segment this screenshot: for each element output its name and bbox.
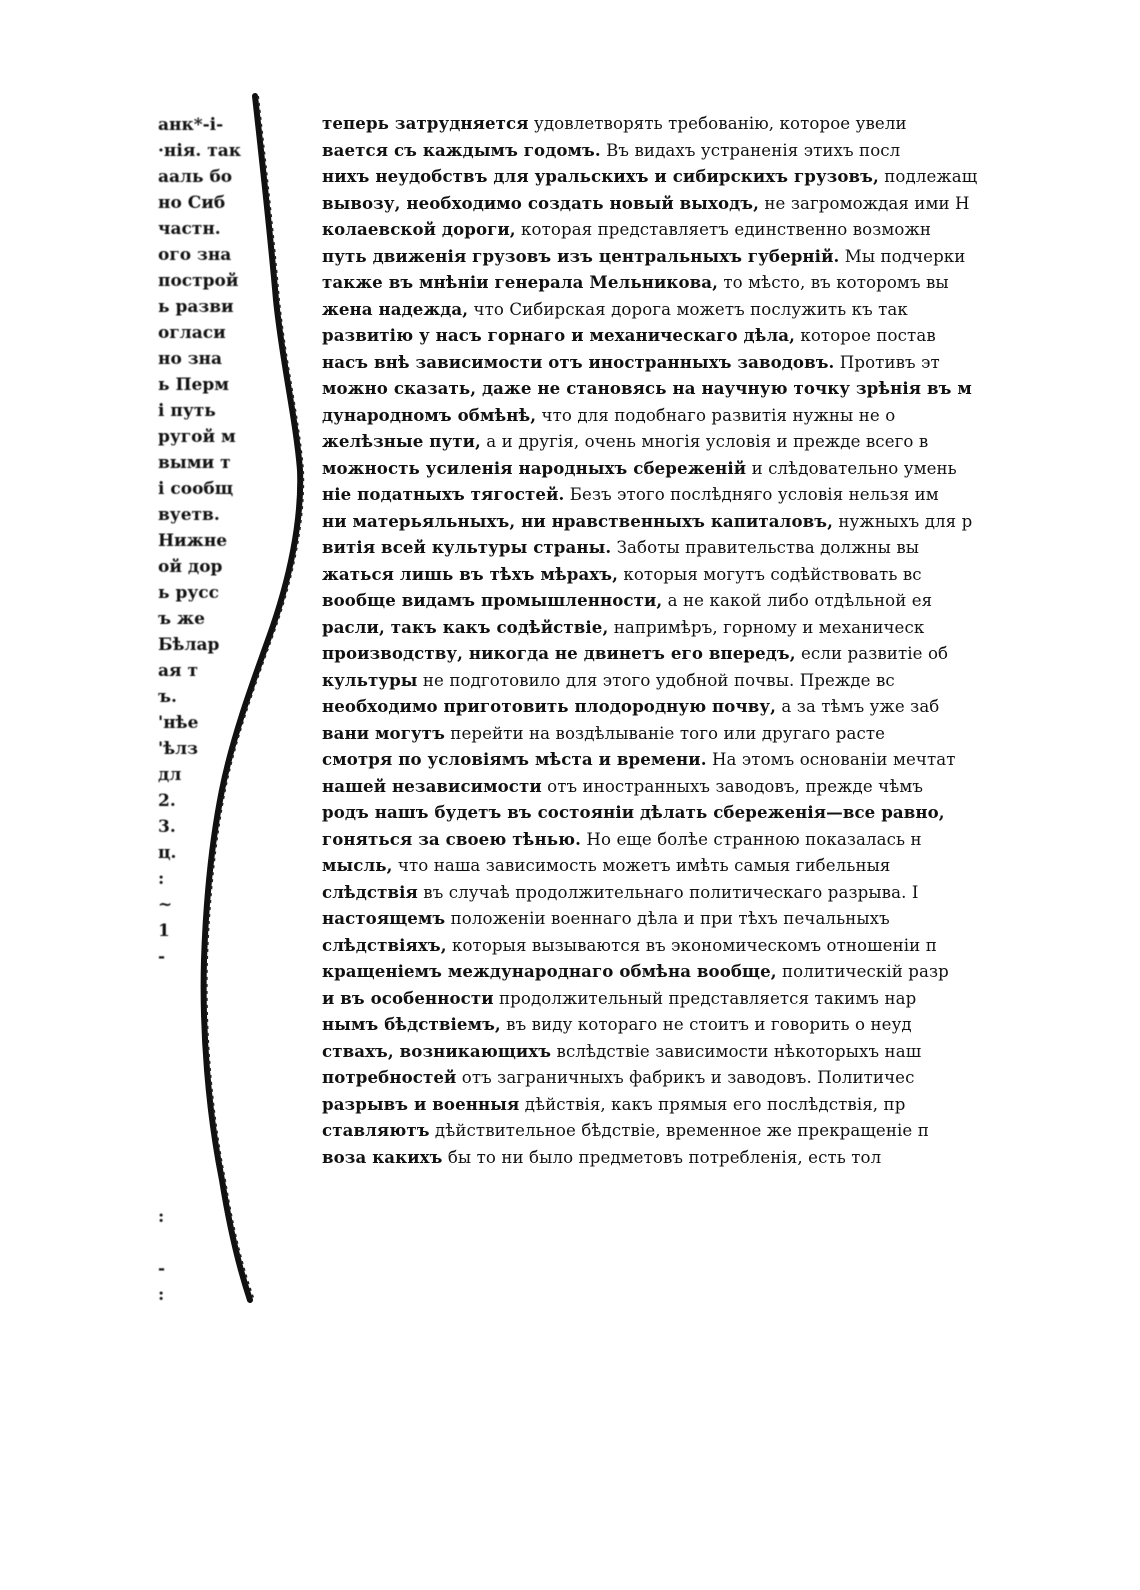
text-line: [322, 1144, 968, 1171]
text-line: [322, 296, 968, 323]
text-line-bold-part: производству, никогда не двинетъ его впередъ,: [322, 643, 796, 663]
text-line-bold-part: жаться лишь въ тѣхъ мѣрахъ,: [322, 563, 618, 584]
fragment-line: [158, 1152, 270, 1178]
text-line-regular-part: Въ видахъ устраненія этихъ посл: [600, 140, 901, 160]
fragment-line: ь Перм: [158, 375, 229, 395]
text-line: [322, 1064, 968, 1091]
text-line-bold-part: развитію у насъ горнаго и механическаго дѣла,: [322, 325, 795, 345]
text-line-bold-part: можность усиленія народныхъ сбереженій: [322, 457, 747, 478]
text-line: [322, 932, 968, 959]
fragment-line: 'ѣлз: [158, 739, 198, 759]
text-line: [322, 269, 968, 296]
text-line-bold-part: и въ особенности: [322, 987, 494, 1008]
fragment-line: і путь: [158, 401, 216, 421]
text-line-regular-part: если развитіе об: [795, 644, 949, 663]
text-line-regular-part: и слѣдовательно умень: [746, 458, 957, 478]
main-text-column: [322, 110, 978, 1230]
text-line-bold-part: нашей независимости: [322, 775, 542, 796]
text-line: [322, 561, 968, 588]
fragment-line: но Сиб: [158, 193, 226, 213]
fragment-line: 'нѣе: [158, 713, 199, 733]
text-line-bold-part: вается съ каждымъ годомъ.: [322, 139, 601, 160]
text-line-regular-part: отъ заграничныхъ фабрикъ и заводовъ. Политичес: [456, 1068, 915, 1087]
fragment-line: ого зна: [158, 245, 232, 265]
text-line-regular-part: Противъ эт: [834, 352, 940, 372]
fragment-line: [158, 1022, 270, 1048]
fragment-line: ц.: [158, 843, 177, 863]
text-line-regular-part: что Сибирская дорога можетъ послужить къ так: [468, 299, 908, 319]
text-line-bold-part: мысль,: [322, 855, 393, 875]
fragment-line: [158, 996, 270, 1022]
text-line: [322, 746, 968, 773]
fragment-line: [158, 1178, 270, 1204]
fragment-line: ааль бо: [158, 167, 233, 187]
fragment-line: ~: [158, 895, 173, 915]
fragment-line: -: [158, 947, 166, 967]
text-line: [322, 693, 968, 720]
text-line-bold-part: культуры: [322, 669, 418, 690]
text-line: [322, 773, 968, 800]
text-line-bold-part: гоняться за своею тѣнью.: [322, 828, 582, 849]
text-line: [322, 402, 968, 429]
text-line-bold-part: расли, такъ какъ содѣйствіе,: [322, 616, 609, 637]
text-line-bold-part: необходимо приготовить плодородную почву,: [322, 696, 776, 716]
text-line-bold-part: насъ внѣ зависимости отъ иностранныхъ заводовъ.: [322, 351, 835, 372]
text-line-bold-part: воза какихъ: [322, 1146, 443, 1167]
text-line-bold-part: путь движенія грузовъ изъ центральныхъ губерній.: [322, 245, 840, 266]
text-line: [322, 985, 968, 1012]
text-line: [322, 534, 968, 561]
fragment-line: частн.: [158, 219, 221, 239]
text-line-regular-part: которое постав: [794, 326, 936, 345]
fragment-line: :: [158, 869, 165, 889]
text-line-bold-part: ставляютъ: [322, 1120, 430, 1140]
text-line: [322, 799, 968, 826]
text-line-regular-part: которая представляетъ единственно возможн: [515, 220, 932, 239]
text-line-bold-part: вывозу, необходимо создать новый выходъ,: [322, 192, 760, 213]
fragment-line: построй: [158, 271, 239, 291]
text-line-bold-part: ни матерьяльныхъ, ни нравственныхъ капиталовъ,: [322, 510, 833, 531]
fragment-line: ь разви: [158, 297, 234, 317]
fragment-line: [158, 1126, 270, 1152]
text-line: [322, 614, 968, 641]
text-line-regular-part: Безъ этого послѣдняго условія нельзя им: [564, 485, 939, 504]
fragment-line: Нижне: [158, 531, 228, 551]
fragment-line: но зна: [158, 349, 223, 369]
fragment-line: 2.: [158, 791, 176, 811]
text-line-bold-part: родъ нашъ будетъ въ состояніи дѣлать сбереженія—все равно,: [322, 802, 945, 822]
fragment-line: [158, 970, 270, 996]
fragment-line: [158, 1230, 270, 1256]
text-line-regular-part: а и другія, очень многія условія и прежде всего в: [480, 432, 929, 451]
text-line-regular-part: которыя вызываются въ экономическомъ отношеніи п: [446, 935, 937, 955]
text-line-regular-part: дѣйствительное бѣдствіе, временное же прекращеніе п: [429, 1121, 929, 1140]
fragment-line: огласи: [158, 323, 226, 343]
fragment-line: анк*-і-: [158, 115, 224, 135]
text-line-bold-part: также въ мнѣніи генерала Мельникова,: [322, 272, 718, 292]
text-line-regular-part: вслѣдствіе зависимости нѣкоторыхъ наш: [551, 1041, 922, 1061]
text-line-regular-part: не загромождая ими Н: [759, 193, 970, 213]
text-line: [322, 905, 968, 932]
text-line-regular-part: а не какой либо отдѣльной ея: [662, 591, 933, 610]
fragment-line: -: [158, 1259, 166, 1279]
text-line-bold-part: разрывъ и военныя: [322, 1093, 520, 1114]
text-line: [322, 163, 978, 190]
text-line: [322, 508, 973, 535]
text-line-bold-part: желѣзные пути,: [322, 431, 481, 451]
text-line: [322, 1117, 968, 1144]
text-line: [322, 481, 968, 508]
text-line-bold-part: слѣдствія: [322, 881, 418, 902]
text-line-regular-part: политическій разр: [776, 962, 949, 981]
text-line-bold-part: кращеніемъ международнаго обмѣна вообще,: [322, 961, 777, 981]
text-line-regular-part: перейти на воздѣлываніе того или другаго расте: [444, 723, 886, 743]
text-line-regular-part: Мы подчерки: [839, 246, 966, 266]
text-line: [322, 667, 968, 694]
fragment-line: і сообщ: [158, 479, 234, 499]
text-line-bold-part: можно сказать, даже не становясь на научную точку зрѣнія въ м: [322, 378, 972, 398]
text-line: [322, 190, 968, 217]
text-line-regular-part: положеніи военнаго дѣла и при тѣхъ печальныхъ: [445, 909, 890, 928]
text-line-regular-part: не подготовило для этого удобной почвы. Прежде вс: [417, 670, 895, 690]
text-line-regular-part: которыя могутъ содѣйствовать вс: [618, 564, 922, 584]
text-line-bold-part: смотря по условіямъ мѣста и времени.: [322, 749, 707, 769]
text-line: [322, 1011, 968, 1038]
fragment-line: дл: [158, 765, 182, 785]
text-line: [322, 1091, 968, 1118]
text-line: [322, 640, 968, 667]
text-line-regular-part: На этомъ основаніи мечтат: [706, 750, 956, 769]
text-line: [322, 137, 968, 164]
text-line: [322, 243, 968, 270]
text-line: [322, 879, 968, 906]
text-line-regular-part: Но еще болѣе странною показалась н: [581, 829, 922, 849]
fragment-line: выми т: [158, 453, 231, 473]
text-line-bold-part: витія всей культуры страны.: [322, 537, 612, 557]
text-line: [322, 1038, 968, 1065]
text-line: [322, 455, 968, 482]
fragment-line: ъ же: [158, 609, 205, 629]
text-line-regular-part: напримѣръ, горному и механическ: [608, 617, 925, 637]
text-line-bold-part: нихъ неудобствъ для уральскихъ и сибирскихъ грузовъ,: [322, 166, 879, 186]
fragment-line: 1: [158, 921, 170, 941]
text-line-bold-part: дународномъ обмѣнѣ,: [322, 404, 537, 425]
fragment-line: :: [158, 1207, 165, 1227]
text-line-bold-part: нымъ бѣдствіемъ,: [322, 1014, 501, 1034]
text-line-bold-part: вани могутъ: [322, 722, 445, 743]
fragment-line: ая т: [158, 661, 199, 681]
text-line-bold-part: колаевской дороги,: [322, 219, 516, 239]
text-line-regular-part: что для подобнаго развитія нужны не о: [536, 405, 896, 425]
text-line-regular-part: удовлетворять требованію, которое увели: [528, 114, 907, 133]
fragment-line: ой дор: [158, 557, 223, 577]
fragment-line: 3.: [158, 817, 176, 837]
text-line: [322, 428, 968, 455]
fragment-line: [158, 1074, 270, 1100]
text-line-bold-part: настоящемъ: [322, 908, 446, 928]
fragment-line: :: [158, 1285, 165, 1305]
text-line-regular-part: Заботы правительства должны вы: [611, 538, 920, 557]
fragment-line: вуетв.: [158, 505, 220, 525]
fragment-line: Бѣлар: [158, 635, 220, 655]
text-line-bold-part: ніе податныхъ тягостей.: [322, 484, 565, 504]
text-line-regular-part: то мѣсто, въ которомъ вы: [717, 273, 949, 292]
text-line: [322, 110, 968, 137]
text-line-regular-part: подлежащ: [878, 167, 978, 186]
text-line-regular-part: что наша зависимость можетъ имѣть самыя гибельныя: [392, 856, 891, 875]
fragment-line: [158, 1048, 270, 1074]
fragment-line: ругой м: [158, 427, 236, 447]
text-line-regular-part: а за тѣмъ уже заб: [775, 697, 940, 716]
text-line: [322, 852, 968, 879]
fragment-line: ь русс: [158, 583, 219, 603]
text-line: [322, 322, 968, 349]
text-line: [322, 587, 968, 614]
text-line-bold-part: теперь затрудняется: [322, 113, 529, 133]
text-line-regular-part: дѣйствія, какъ прямыя его послѣдствія, пр: [519, 1094, 906, 1114]
text-line-regular-part: нужныхъ для р: [832, 511, 973, 531]
torn-previous-page-fragment: [158, 112, 270, 1305]
fragment-line: ъ.: [158, 687, 177, 707]
fragment-line: ·нія. так: [158, 141, 242, 161]
text-line: [322, 216, 968, 243]
text-line-regular-part: бы то ни было предметовъ потребленія, есть тол: [442, 1147, 882, 1167]
text-line: [322, 349, 968, 376]
text-line: [322, 720, 968, 747]
text-line-regular-part: отъ иностранныхъ заводовъ, прежде чѣмъ: [541, 776, 923, 796]
text-line: [322, 958, 968, 985]
text-line-regular-part: въ виду котораго не стоитъ и говорить о неуд: [500, 1015, 912, 1034]
text-line-bold-part: жена надежда,: [322, 298, 469, 319]
text-line-bold-part: потребностей: [322, 1067, 457, 1087]
text-line-bold-part: слѣдствіяхъ,: [322, 934, 447, 955]
text-line-bold-part: ствахъ, возникающихъ: [322, 1040, 552, 1061]
text-line: [322, 375, 972, 402]
text-line-bold-part: вообще видамъ промышленности,: [322, 590, 663, 610]
text-line-regular-part: въ случаѣ продолжительнаго политическаго разрыва. І: [417, 882, 919, 902]
text-line: [322, 826, 968, 853]
fragment-line: [158, 1100, 270, 1126]
text-line-regular-part: продолжительный представляется такимъ нар: [493, 988, 917, 1008]
